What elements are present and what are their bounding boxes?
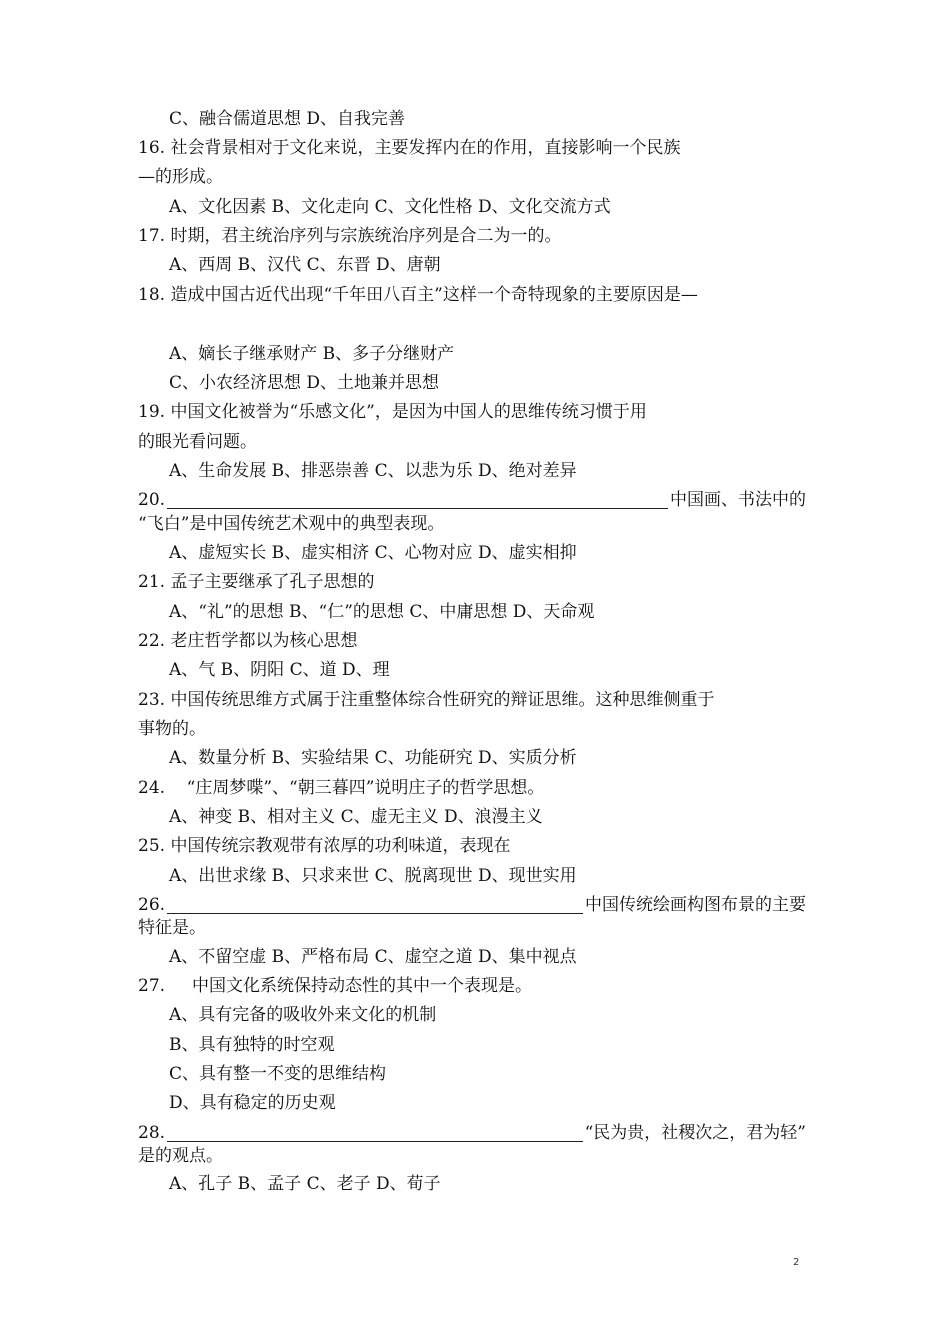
q26-options: A、不留空虚 B、严格布局 C、虚空之道 D、集中视点 — [169, 947, 577, 967]
q19-text-cont: 的眼光看问题。 — [138, 432, 257, 452]
q25-text: 25. 中国传统宗教观带有浓厚的功利味道，表现在 — [138, 836, 511, 856]
q17-text: 17. 时期，君主统治序列与宗族统治序列是合二为一的。 — [138, 226, 562, 246]
q18-text: 18. 造成中国古近代出现“千年田八百主”这样一个奇特现象的主要原因是— — [138, 285, 698, 305]
q23-text-cont: 事物的。 — [138, 719, 206, 739]
q26-blank — [167, 897, 583, 914]
q26-number: 26. — [138, 895, 166, 915]
q27-option-b: B、具有独特的时空观 — [169, 1035, 335, 1055]
q16-text: 16. 社会背景相对于文化来说，主要发挥内在的作用，直接影响一个民族 — [138, 138, 681, 158]
q19-options: A、生命发展 B、排恶崇善 C、以悲为乐 D、绝对差异 — [169, 461, 577, 481]
q27-option-a: A、具有完备的吸收外来文化的机制 — [169, 1005, 437, 1025]
q15-options-cd: C、融合儒道思想 D、自我完善 — [169, 109, 406, 129]
q20-text-cont: “飞白”是中国传统艺术观中的典型表现。 — [138, 514, 445, 534]
q18-options-cd: C、小农经济思想 D、土地兼并思想 — [169, 373, 440, 393]
q27-text: 27. 中国文化系统保持动态性的其中一个表现是。 — [138, 976, 533, 996]
q25-options: A、出世求缘 B、只求来世 C、脱离现世 D、现世实用 — [169, 866, 577, 886]
q20-line — [138, 489, 806, 511]
q27-option-c: C、具有整一不变的思维结构 — [169, 1064, 387, 1084]
q28-text: “民为贵，社稷次之，君为轻” — [584, 1123, 806, 1143]
q20-blank — [167, 492, 668, 509]
q28-line — [138, 1122, 806, 1144]
q26-line — [138, 894, 806, 916]
page-number: 2 — [793, 1257, 800, 1268]
q28-blank — [167, 1125, 583, 1142]
q22-options: A、气 B、阴阳 C、道 D、理 — [169, 660, 390, 680]
q22-text: 22. 老庄哲学都以为核心思想 — [138, 631, 358, 651]
q24-text: 24. “庄周梦喋”、“朝三暮四”说明庄子的哲学思想。 — [138, 778, 545, 798]
q19-text: 19. 中国文化被誉为“乐感文化”，是因为中国人的思维传统习惯于用 — [138, 402, 647, 422]
q21-options: A、“礼”的思想 B、“仁”的思想 C、中庸思想 D、天命观 — [169, 602, 595, 622]
q23-text: 23. 中国传统思维方式属于注重整体综合性研究的辩证思维。这种思维侧重于 — [138, 690, 715, 710]
q27-option-d: D、具有稳定的历史观 — [169, 1093, 336, 1113]
q23-options: A、数量分析 B、实验结果 C、功能研究 D、实质分析 — [169, 748, 577, 768]
q20-number: 20. — [138, 490, 166, 510]
q26-text: 中国传统绘画构图布景的主要 — [585, 895, 806, 915]
q18-options-ab: A、嫡长子继承财产 B、多子分继财产 — [169, 344, 455, 364]
q16-text-cont: —的形成。 — [138, 167, 223, 187]
q21-text: 21. 孟子主要继承了孔子思想的 — [138, 572, 375, 592]
q28-options: A、孔子 B、孟子 C、老子 D、荀子 — [169, 1174, 441, 1194]
q16-options: A、文化因素 B、文化走向 C、文化性格 D、文化交流方式 — [169, 197, 611, 217]
q28-number: 28. — [138, 1123, 166, 1143]
q17-options: A、西周 B、汉代 C、东晋 D、唐朝 — [169, 255, 441, 275]
q26-text-cont: 特征是。 — [138, 918, 206, 938]
q24-options: A、神变 B、相对主义 C、虚无主义 D、浪漫主义 — [169, 807, 543, 827]
q20-text: 中国画、书法中的 — [670, 490, 806, 510]
q28-text-cont: 是的观点。 — [138, 1146, 223, 1166]
q20-options: A、虚短实长 B、虚实相济 C、心物对应 D、虚实相抑 — [169, 543, 577, 563]
